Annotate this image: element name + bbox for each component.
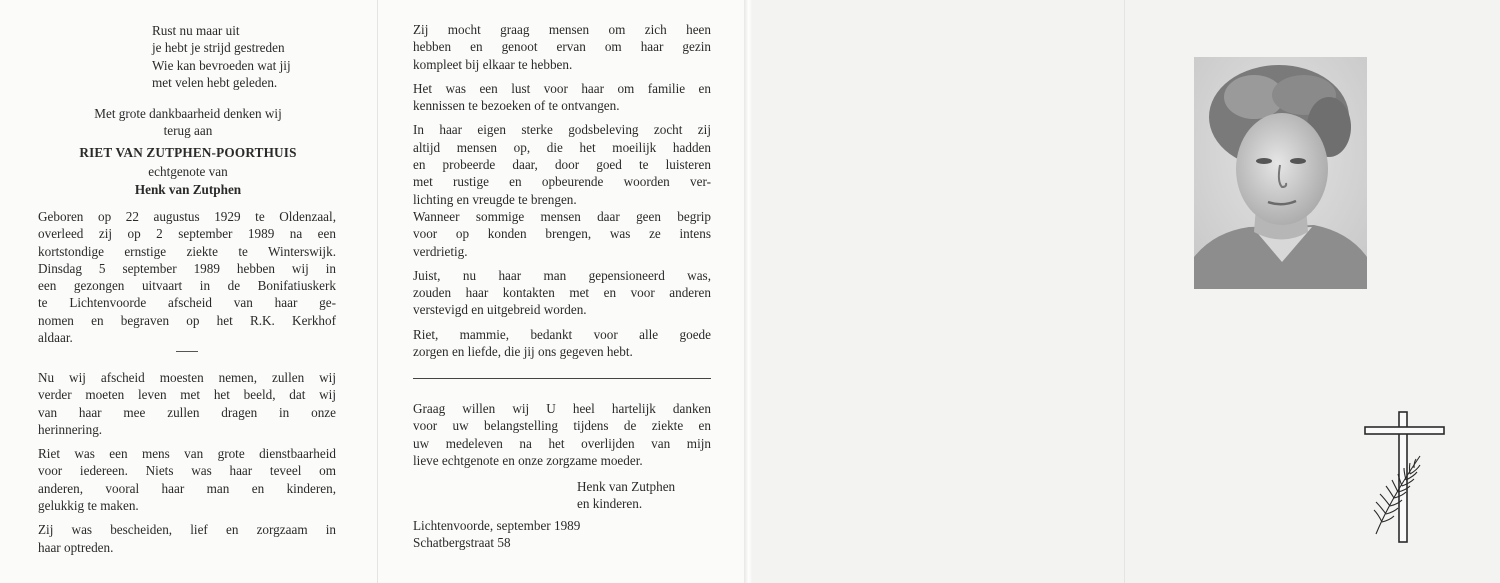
text-line: Zij was bescheiden, lief en zorgzaam in bbox=[38, 522, 336, 538]
poem-line: Wie kan bevroeden wat jij bbox=[152, 57, 291, 73]
bio-line: Dinsdag 5 september 1989 hebben wij in bbox=[38, 260, 336, 276]
bio-line: nomen en begraven op het R.K. Kerkhof bbox=[38, 312, 336, 328]
text-line: kennissen te bezoeken of te ontvangen. bbox=[413, 98, 620, 114]
bio-line: te Lichtenvoorde afscheid van haar ge- bbox=[38, 295, 336, 311]
bio-line: een gezongen uitvaart in de Bonifatiuskerk bbox=[38, 278, 336, 294]
memory-text bbox=[38, 369, 336, 556]
text-line: haar optreden. bbox=[38, 539, 114, 555]
memory-paragraph bbox=[38, 521, 336, 556]
text-line: gelukkig te maken. bbox=[38, 498, 139, 514]
text-line: Graag willen wij U heel hartelijk danken bbox=[413, 401, 711, 416]
description-paragraph bbox=[413, 80, 711, 115]
signature-line: en kinderen. bbox=[577, 496, 643, 512]
text-line: met rustige en opbeurende woorden ver- bbox=[413, 174, 711, 190]
deceased-name: RIET VAN ZUTPHEN-POORTHUIS bbox=[79, 145, 297, 160]
text-line: zouden haar kontakten met en voor anderen bbox=[413, 285, 711, 301]
text-line: altijd mensen op, die het moeilijk hadden bbox=[413, 139, 711, 155]
place-date-line: Lichtenvoorde, september 1989 bbox=[413, 518, 581, 533]
fold-line-right bbox=[1124, 0, 1125, 583]
thanks-intro bbox=[38, 105, 338, 140]
text-line: anderen, vooral haar man en kinderen, bbox=[38, 480, 336, 496]
description-paragraph bbox=[413, 267, 711, 319]
memory-paragraph bbox=[38, 445, 336, 514]
text-line: Riet, mammie, bedankt voor alle goede bbox=[413, 326, 711, 342]
text-line: herinnering. bbox=[38, 421, 103, 437]
text-line: kompleet bij elkaar te hebben. bbox=[413, 56, 573, 72]
thanks-intro-line: terug aan bbox=[163, 123, 213, 139]
text-line: voor iedereen. Niets was haar teveel om bbox=[38, 463, 336, 479]
spouse-name: Henk van Zutphen bbox=[134, 182, 242, 197]
bio-line: kortstondige ernstige ziekte te Winterswijk. bbox=[38, 243, 336, 259]
long-divider bbox=[413, 378, 711, 379]
text-line: en probeerde daar, door goed te luisteren bbox=[413, 157, 711, 173]
signature bbox=[577, 478, 717, 513]
text-line: lichting en vreugde te brengen. bbox=[413, 191, 577, 207]
life-description bbox=[413, 21, 711, 367]
text-line: uw medeleven na het overlijden van mijn bbox=[413, 435, 711, 451]
fold-line-left bbox=[377, 0, 378, 583]
text-line: Riet was een mens van grote dienstbaarheid bbox=[38, 446, 336, 462]
description-paragraph bbox=[413, 21, 711, 73]
text-line: Het was een lust voor haar om familie en bbox=[413, 80, 711, 96]
address-line: Schatbergstraat 58 bbox=[413, 535, 511, 551]
description-paragraph bbox=[413, 326, 711, 361]
spouse-label: echtgenote van bbox=[148, 164, 228, 179]
bio-line: aldaar. bbox=[38, 330, 73, 346]
text-line: zorgen en liefde, die jij ons gegeven hebt. bbox=[413, 344, 633, 360]
bio-line: overleed zij op 2 september 1989 na een bbox=[38, 226, 336, 242]
cross-with-palm-icon bbox=[1362, 410, 1448, 546]
description-paragraph bbox=[413, 121, 711, 259]
card-gutter bbox=[744, 0, 752, 583]
text-line: hebben en genoot ervan om haar gezin bbox=[413, 39, 711, 55]
bio-line: Geboren op 22 augustus 1929 te Oldenzaal, bbox=[38, 209, 336, 224]
poem-line: Rust nu maar uit bbox=[152, 23, 240, 38]
text-line: In haar eigen sterke godsbeleving zocht zij bbox=[413, 122, 711, 138]
text-line: voor op konden brengen, was ze intens bbox=[413, 226, 711, 242]
memorial-poem bbox=[152, 22, 366, 91]
short-divider bbox=[176, 351, 198, 352]
place-and-address bbox=[413, 517, 711, 552]
text-line: voor uw belangstelling tijdens de ziekte en bbox=[413, 418, 711, 434]
memory-paragraph bbox=[38, 369, 336, 438]
text-line: van haar mee zullen dragen in onze bbox=[38, 404, 336, 420]
text-line: verstevigd en uitgebreid worden. bbox=[413, 302, 587, 318]
poem-line: met velen hebt geleden. bbox=[152, 74, 278, 90]
text-line: Zij mocht graag mensen om zich heen bbox=[413, 22, 711, 37]
thanks-intro-line: Met grote dankbaarheid denken wij bbox=[94, 106, 282, 121]
thanks-message bbox=[413, 400, 711, 469]
text-line: Nu wij afscheid moesten nemen, zullen wij bbox=[38, 370, 336, 385]
poem-line: je hebt je strijd gestreden bbox=[152, 40, 285, 56]
portrait-photo bbox=[1194, 57, 1367, 289]
text-line: verder moeten leven met het beeld, dat wij bbox=[38, 387, 336, 403]
signature-line: Henk van Zutphen bbox=[577, 479, 676, 494]
biography bbox=[38, 208, 336, 346]
text-line: lieve echtgenote en onze zorgzame moeder. bbox=[413, 452, 643, 468]
text-line: verdrietig. bbox=[413, 243, 468, 259]
text-line: Juist, nu haar man gepensioneerd was, bbox=[413, 267, 711, 283]
text-line: Wanneer sommige mensen daar geen begrip bbox=[413, 208, 711, 224]
